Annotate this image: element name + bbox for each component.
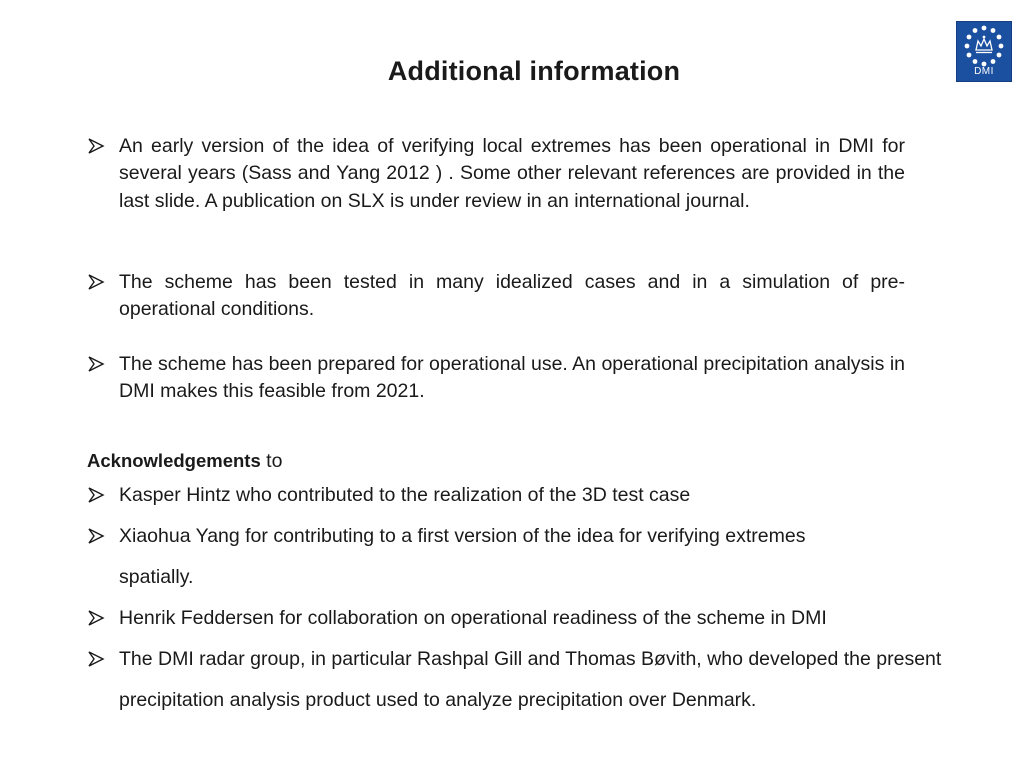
- list-item-text: The DMI radar group, in particular Rashpal Gill and Thomas Bøvith, who developed the present precipitation analysis product used to analyze precipitation over Denmark.: [119, 648, 942, 711]
- acknowledgements-suffix: to: [260, 450, 283, 472]
- bullet-text: The scheme has been tested in many idealized cases and in a simulation of pre-operational conditions.: [119, 271, 905, 321]
- list-item-text: Henrik Feddersen for collaboration on operational readiness of the scheme in DMI: [119, 607, 827, 629]
- bullet-item-2: [87, 269, 905, 324]
- list-item: [87, 598, 967, 639]
- arrowhead-bullet-icon: [87, 527, 105, 545]
- dmi-logo: [956, 21, 1012, 82]
- list-item: [87, 516, 879, 598]
- arrowhead-bullet-icon: [87, 137, 105, 155]
- dmi-emblem-icon: [957, 22, 1011, 68]
- arrowhead-bullet-icon: [87, 486, 105, 504]
- slide-title: Additional information: [387, 56, 681, 86]
- bullet-text: The scheme has been prepared for operational use. An operational precipitation analysis in DMI makes this feasible from 2021.: [119, 353, 905, 403]
- list-item-text: Kasper Hintz who contributed to the realization of the 3D test case: [119, 484, 691, 506]
- list-item: [87, 639, 949, 721]
- acknowledgements-heading: [87, 447, 282, 475]
- arrowhead-bullet-icon: [87, 609, 105, 627]
- logo-text: DMI: [974, 66, 994, 77]
- acknowledgements-list: [87, 475, 967, 721]
- arrowhead-bullet-icon: [87, 273, 105, 291]
- bullet-item-3: [87, 351, 905, 406]
- bullet-text: An early version of the idea of verifying local extremes has been operational in DMI for several years (Sass and Yang 2012 ) . Some other relevant references are provided in the last slide. A publication on SLX is under review in an international journal.: [119, 135, 905, 212]
- bullet-item-1: [87, 133, 905, 215]
- acknowledgements-label: Acknowledgements: [87, 450, 261, 471]
- arrowhead-bullet-icon: [87, 650, 105, 668]
- list-item: [87, 475, 967, 516]
- list-item-text: Xiaohua Yang for contributing to a first version of the idea for verifying extremes spatially.: [119, 525, 806, 588]
- arrowhead-bullet-icon: [87, 355, 105, 373]
